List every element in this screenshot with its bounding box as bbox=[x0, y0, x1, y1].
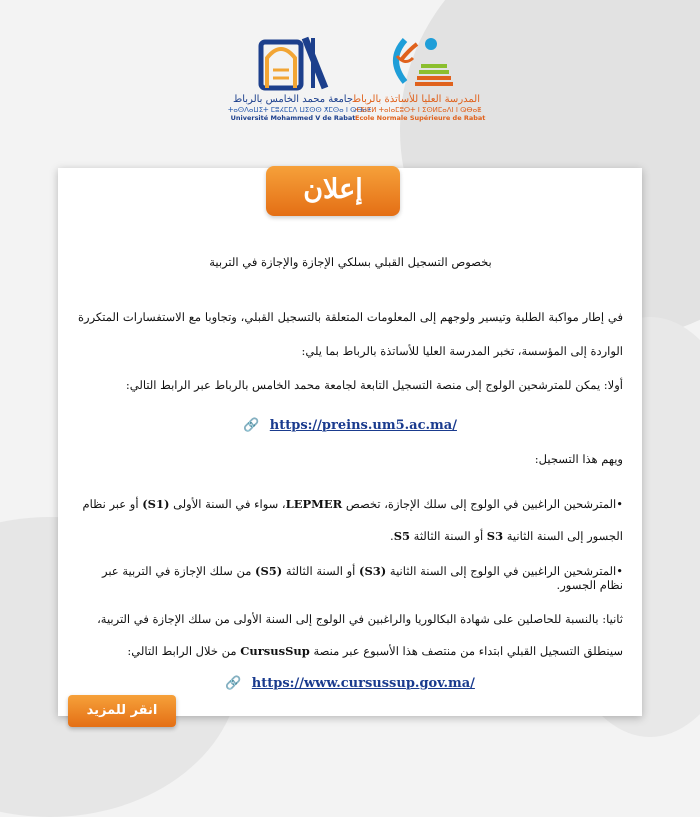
preins-link-text[interactable]: https://preins.um5.ac.ma/ bbox=[269, 418, 457, 433]
announcement-badge: إعلان bbox=[266, 166, 400, 216]
s3-label: (S3) bbox=[359, 564, 387, 578]
announcement-subtitle: بخصوص التسجيل القبلي بسلكي الإجازة والإجازة في التربية bbox=[209, 255, 492, 269]
s3-label: S3 bbox=[486, 529, 504, 543]
lepmer-label: LEPMER bbox=[285, 497, 343, 511]
bullet-text: من سلك الإجازة في التربية عبر نظام الجسور. bbox=[101, 564, 623, 592]
um5-logo bbox=[228, 30, 372, 122]
ens-arabic-name: المدرسة العليا للأساتذة بالرباط bbox=[351, 94, 480, 105]
bullet-text: أو عبر نظام الجسور إلى السنة الثانية bbox=[82, 497, 623, 543]
cursussup-label: CursusSup bbox=[240, 644, 310, 658]
intro-paragraph: في إطار مواكبة الطلبة وتيسير ولوجهم إلى المعلومات المتعلقة بالتسجيل القبلي، وتجاوبا مع الاستفسارات المتكررة الواردة إلى المؤسسة، تخبر المدرسة العليا للأساتذة بالرباط بما يلي: bbox=[78, 310, 623, 358]
second-point-paragraph bbox=[78, 603, 623, 667]
ens-emblem-icon bbox=[383, 30, 453, 92]
bullet-text: أو السنة الثالثة bbox=[285, 564, 356, 578]
bullet-text: أو السنة الثالثة bbox=[413, 529, 484, 543]
s1-label: (S1) bbox=[142, 497, 170, 511]
second-text: من خلال الرابط التالي: bbox=[127, 644, 237, 658]
bullet-text: ، سواء في السنة الأولى bbox=[173, 497, 286, 511]
bullet-text: •المترشحين الراغبين في الولوج إلى سلك الإجازة، تخصص bbox=[345, 497, 623, 511]
s5-label: (S5) bbox=[255, 564, 283, 578]
um5-emblem-icon bbox=[253, 30, 333, 92]
ens-logo bbox=[351, 30, 486, 122]
bullet-text: •المترشحين الراغبين في الولوج إلى السنة الثانية bbox=[389, 564, 623, 578]
um5-arabic-name: جامعة محمد الخامس بالرباط bbox=[232, 94, 354, 105]
ens-amazigh-name: ⵜⵉⵏⵎⵍ ⵜⴰⵏⴰⵎⵓⵔⵜ ⵏ ⵉⵙⵍⵎⴰⴷⵏ ⵏ ⵕⴱⴰⵟ bbox=[355, 106, 482, 114]
bullet-lepmer: •المترشحين الراغبين في الولوج إلى سلك الإجازة، تخصص LEPMER، سواء في السنة الأولى (S1) أو عبر نظام الجسور إلى السنة الثانية S3 أو السنة الثالثة S5. bbox=[82, 497, 623, 543]
preins-link[interactable] bbox=[0, 418, 700, 433]
link-icon: 🔗 bbox=[225, 676, 242, 691]
link-icon: 🔗 bbox=[243, 418, 260, 433]
cursussup-link[interactable] bbox=[0, 676, 700, 691]
header-logos bbox=[0, 0, 700, 160]
first-point-paragraph: أولا: يمكن للمترشحين الولوج إلى منصة التسجيل التابعة لجامعة محمد الخامس بالرباط عبر الرابط التالي: bbox=[125, 378, 623, 392]
um5-amazigh-name: ⵜⴰⵙⴷⴰⵡⵉⵜ ⵎⵓⵃⵎⵎⴷ ⵡⵉⵙⵙ ⵅⵎⵙⴰ ⵏ ⵕⴱⴰⵟ bbox=[228, 106, 372, 114]
bullet-education bbox=[78, 564, 623, 592]
ens-french-name: Ecole Normale Supérieure de Rabat bbox=[355, 114, 486, 122]
read-more-button[interactable]: انقر للمزيد bbox=[68, 695, 176, 727]
s5-label: S5 bbox=[393, 529, 411, 543]
second-text: ثانيا: بالنسبة للحاصلين على شهادة البكالوريا والراغبين في الولوج إلى السنة الأولى من سلك الإجازة في التربية، سينطلق التسجيل القبلي ابتداء من منتصف هذا الأسبوع عبر منصة bbox=[97, 612, 623, 658]
concerns-paragraph: ويهم هذا التسجيل: bbox=[534, 452, 623, 466]
cursussup-link-text[interactable]: https://www.cursussup.gov.ma/ bbox=[251, 676, 475, 691]
um5-french-name: Université Mohammed V de Rabat bbox=[230, 114, 356, 122]
